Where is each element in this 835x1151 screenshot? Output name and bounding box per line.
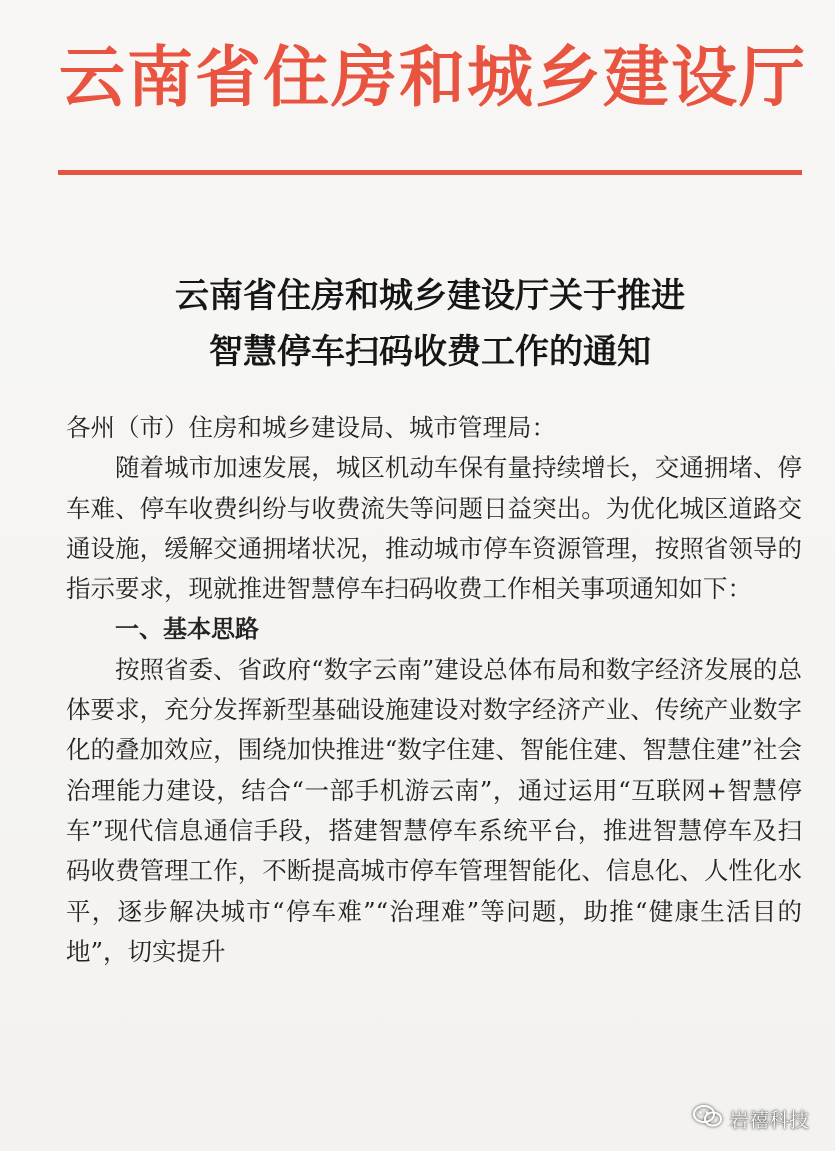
wechat-watermark — [693, 1104, 809, 1133]
wechat-icon — [693, 1104, 723, 1133]
document-title-line-2: 智慧停车扫码收费工作的通知 — [209, 332, 651, 372]
section-1-paragraph: 按照省委、省政府“数字云南”建设总体布局和数字经济发展的总体要求，充分发挥新型基础设施建设对数字经济产业、传统产业数字化的叠加效应，围绕加快推进“数字住建、智能住建、智慧住建”社会治理能力建设，结合“一部手机游云南”，通过运用“互联网+智慧停车”现代信息通信手段，搭建智慧停车系统平台，推进智慧停车及扫码收费管理工作，不断提高城市停车管理智能化、信息化、人性化水平，逐步解决城市“停车难”“治理难”等问题，助推“健康生活目的地”，切实提升 — [66, 654, 802, 966]
addressee-line: 各州（市）住房和城乡建设局、城市管理局： — [66, 413, 556, 442]
letterhead-red-rule — [58, 170, 802, 175]
intro-paragraph: 随着城市加速发展，城区机动车保有量持续增长，交通拥堵、停车难、停车收费纠纷与收费流失等问题日益突出。为优化城区道路交通设施，缓解交通拥堵状况，推动城市停车资源管理，按照省领导的指示要求，现就推进智慧停车扫码收费工作相关事项通知如下： — [66, 453, 802, 604]
document-title — [60, 268, 800, 380]
letterhead-title: 云南省住房和城乡建设厅 — [59, 39, 807, 116]
watermark-text: 岩禧科技 — [729, 1108, 809, 1132]
section-1-heading: 一、基本思路 — [115, 615, 259, 644]
document-title-line-1: 云南省住房和城乡建设厅关于推进 — [175, 276, 685, 316]
document-body — [66, 408, 802, 972]
